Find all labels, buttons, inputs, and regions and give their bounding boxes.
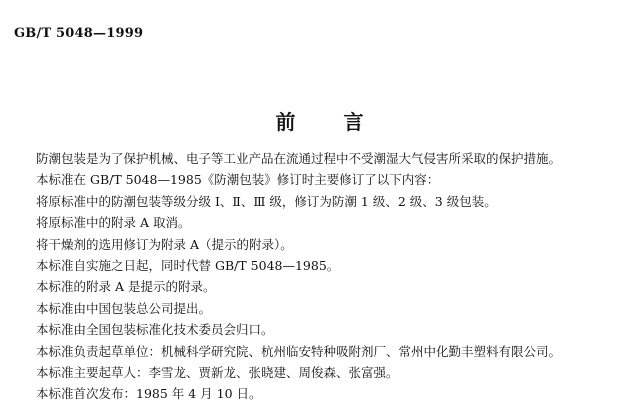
title-char-2: 言 [343, 110, 364, 134]
preface-body [36, 148, 636, 405]
paragraph: 本标准由全国包装标准化技术委员会归口。 [36, 322, 274, 338]
paragraph: 本标准由中国包装总公司提出。 [36, 300, 212, 316]
page-title [0, 106, 639, 135]
paragraph: 本标准自实施之日起，同时代替 GB/T 5048—1985。 [36, 258, 340, 274]
paragraph: 本标准在 GB/T 5048—1985《防潮包装》修订时主要修订了以下内容： [36, 172, 440, 188]
paragraph: 本标准主要起草人：李雪龙、贾新龙、张晓建、周俊森、张富强。 [36, 365, 399, 381]
paragraph: 将原标准中的附录 A 取消。 [36, 215, 191, 231]
paragraph: 本标准首次发布：1985 年 4 月 10 日。 [36, 386, 262, 402]
paragraph: 本标准的附录 A 是提示的附录。 [36, 279, 216, 295]
paragraph: 防潮包装是为了保护机械、电子等工业产品在流通过程中不受潮湿大气侵害所采取的保护措施。 [36, 151, 562, 166]
standard-code-header [14, 26, 143, 41]
paragraph: 本标准负责起草单位：机械科学研究院、杭州临安特种吸附剂厂、常州中化勤丰塑料有限公司。 [36, 343, 562, 359]
standard-code: GB/T 5048—1999 [14, 26, 144, 41]
paragraph: 将原标准中的防潮包装等级分级 Ⅰ、Ⅱ、Ⅲ 级，修订为防潮 1 级、2 级、3 级包装。 [36, 193, 497, 209]
title-char-1: 前 [275, 110, 296, 134]
paragraph: 将干燥剂的选用修订为附录 A（提示的附录）。 [36, 236, 293, 252]
